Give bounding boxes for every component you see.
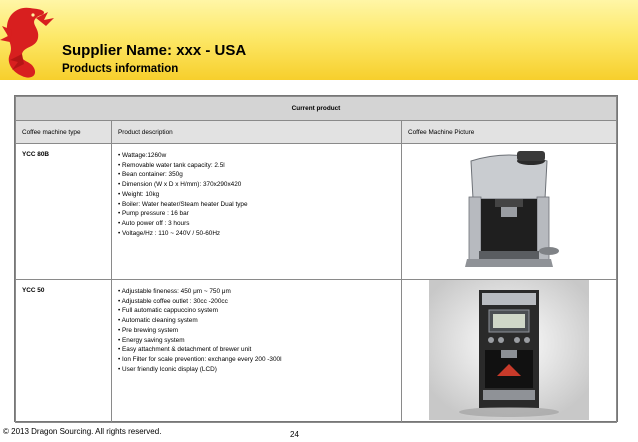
column-header-description: Product description (112, 121, 402, 144)
feature-list (118, 287, 395, 374)
list-item: • Pump pressure : 16 bar (118, 209, 395, 219)
list-item: • Bean container: 350g (118, 170, 395, 180)
feature-list (118, 151, 395, 238)
list-item: • Wattage:1260w (118, 151, 395, 161)
list-item: • Automatic cleaning system (118, 316, 395, 326)
dragon-logo-icon (0, 0, 60, 88)
product-description (112, 280, 402, 423)
list-item: • Adjustable coffee outlet : 30cc -200cc (118, 297, 395, 307)
list-item: • Energy saving system (118, 336, 395, 346)
picture-cell (402, 144, 617, 280)
product-description (112, 144, 402, 280)
coffee-machine-image (429, 280, 589, 420)
model-name: YCC 50 (16, 280, 112, 423)
list-item: • Easy attachment & detachment of brewer unit (118, 345, 395, 355)
list-item: • Dimension (W x D x H/mm): 370x290x420 (118, 180, 395, 190)
table-row (16, 144, 617, 280)
list-item: • User friendly Iconic display (LCD) (118, 365, 395, 375)
model-name: YCC 80B (16, 144, 112, 280)
page-title: Supplier Name: xxx - USA (62, 42, 247, 59)
list-item: • Removable water tank capacity: 2.5l (118, 161, 395, 171)
column-header-type: Coffee machine type (16, 121, 112, 144)
page-subtitle: Products information (62, 63, 179, 75)
picture-cell (402, 280, 617, 423)
list-item: • Boiler: Water heater/Steam heater Dual type (118, 200, 395, 210)
list-item: • Ion Filter for scale prevention: exchange every 200 -300l (118, 355, 395, 365)
copyright-footer: © 2013 Dragon Sourcing. All rights reserved. (3, 427, 162, 436)
column-header-picture: Coffee Machine Picture (402, 121, 617, 144)
list-item: • Weight: 10kg (118, 190, 395, 200)
page-number: 24 (290, 430, 299, 439)
list-item: • Voltage/Hz : 110 ~ 240V / 50-60Hz (118, 229, 395, 239)
coffee-machine-image (449, 147, 569, 275)
list-item: • Auto power off : 3 hours (118, 219, 395, 229)
table-row (16, 280, 617, 423)
list-item: • Pre brewing system (118, 326, 395, 336)
current-product-header: Current product (16, 97, 617, 121)
list-item: • Adjustable fineness: 450 μm ~ 750 μm (118, 287, 395, 297)
products-table (14, 95, 618, 422)
list-item: • Full automatic cappuccino system (118, 306, 395, 316)
